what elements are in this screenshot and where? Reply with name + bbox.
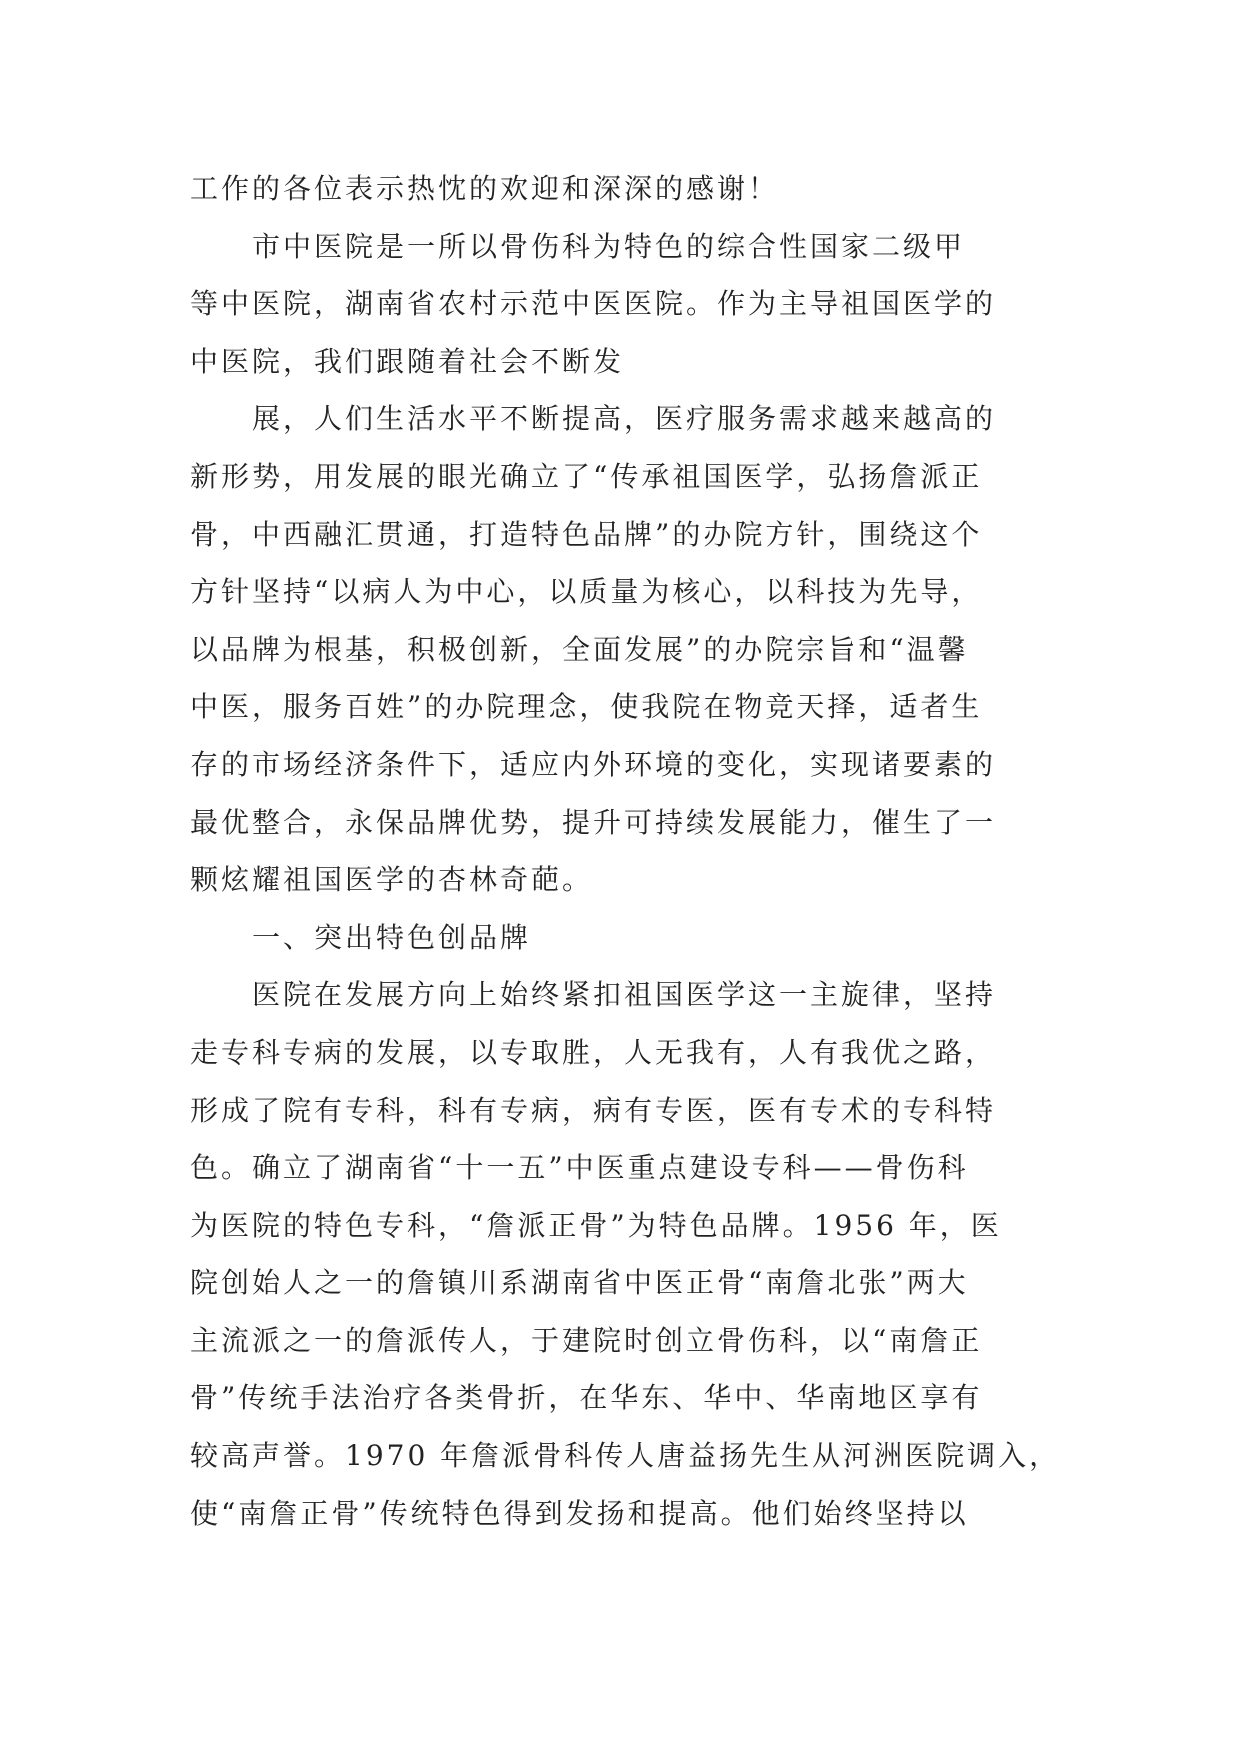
text-line: 中医院，我们跟随着社会不断发 [190, 344, 625, 378]
text-line: 骨”传统手法治疗各类骨折，在华东、华中、华南地区享有 [190, 1381, 983, 1415]
document-body [190, 160, 1075, 1542]
text-line: 一、突出特色创品牌 [252, 920, 532, 954]
text-line: 骨，中西融汇贯通，打造特色品牌”的办院方针，围绕这个 [190, 517, 983, 551]
text-line: 以品牌为根基，积极创新，全面发展”的办院宗旨和“温馨 [190, 632, 969, 666]
text-line: 等中医院，湖南省农村示范中医医院。作为主导祖国医学的 [190, 287, 997, 321]
text-line: 色。确立了湖南省“十一五”中医重点建设专科——骨伤科 [190, 1151, 969, 1185]
text-line: 存的市场经济条件下，适应内外环境的变化，实现诸要素的 [190, 747, 997, 781]
text-line: 市中医院是一所以骨伤科为特色的综合性国家二级甲 [252, 229, 966, 263]
text-line: 形成了院有专科，科有专病，病有专医，医有专术的专科特 [190, 1093, 997, 1127]
text-line: 新形势，用发展的眼光确立了“传承祖国医学，弘扬詹派正 [190, 459, 983, 493]
text-line: 颗炫耀祖国医学的杏林奇葩。 [190, 863, 594, 897]
text-line: 为医院的特色专科，“詹派正骨”为特色品牌。1956 年，医 [190, 1208, 1002, 1242]
text-line: 最优整合，永保品牌优势，提升可持续发展能力，催生了一 [190, 805, 997, 839]
text-line: 展，人们生活水平不断提高，医疗服务需求越来越高的 [252, 402, 997, 436]
text-line: 较高声誉。1970 年詹派骨科传人唐益扬先生从河洲医院调入， [190, 1439, 1061, 1473]
text-line: 医院在发展方向上始终紧扣祖国医学这一主旋律，坚持 [252, 978, 997, 1012]
text-line: 中医，服务百姓”的办院理念，使我院在物竞天择，适者生 [190, 690, 983, 724]
text-line: 院创始人之一的詹镇川系湖南省中医正骨“南詹北张”两大 [190, 1266, 969, 1300]
text-line: 方针坚持“以病人为中心，以质量为核心，以科技为先导， [190, 575, 983, 609]
text-line: 使“南詹正骨”传统特色得到发扬和提高。他们始终坚持以 [190, 1496, 969, 1530]
text-line: 工作的各位表示热忱的欢迎和深深的感谢！ [190, 172, 780, 205]
text-line: 走专科专病的发展，以专取胜，人无我有，人有我优之路， [190, 1035, 997, 1069]
text-line: 主流派之一的詹派传人，于建院时创立骨伤科，以“南詹正 [190, 1323, 983, 1357]
